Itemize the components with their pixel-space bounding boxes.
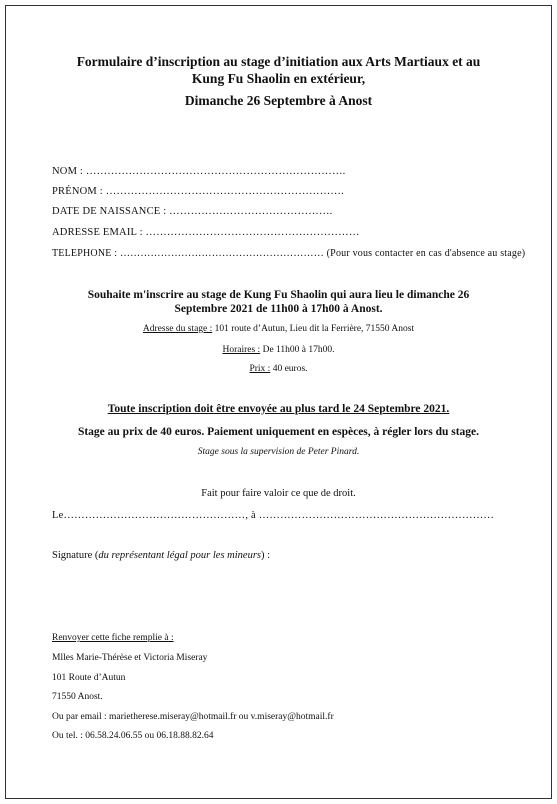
stage-address-label: Adresse du stage :: [142, 324, 213, 334]
signature-label[interactable]: [52, 550, 270, 561]
registration-statement-line1: Souhaite m'inscrire au stage de Kung Fu Shaolin qui aura lieu le dimanche 26: [87, 289, 470, 301]
stage-hours-label: Horaires :: [222, 345, 261, 355]
stage-price-label: Prix :: [249, 364, 271, 374]
return-names: Mlles Marie-Thérèse et Victoria Miseray: [52, 653, 208, 663]
place-date-line[interactable]: Le……………………………………………, à …………………………………………………………: [52, 510, 495, 521]
stage-hours-value: De 11h00 à 17h00.: [260, 345, 335, 355]
form-title-date: Dimanche 26 Septembre à Anost: [184, 93, 373, 108]
stage-price: [0, 364, 557, 374]
field-nom[interactable]: NOM : ……………………………………………………………….: [52, 166, 346, 177]
registration-statement-line2: Septembre 2021 de 11h00 à 17h00 à Anost.: [174, 303, 383, 315]
stage-price-value: 40 euros.: [270, 364, 308, 374]
stage-hours: [0, 345, 557, 355]
stage-address: [0, 324, 557, 334]
certification-text: Fait pour faire valoir ce que de droit.: [201, 488, 356, 499]
return-street: 101 Route d’Autun: [52, 673, 126, 683]
deadline-notice: Toute inscription doit être envoyée au plus tard le 24 Septembre 2021.: [107, 403, 450, 415]
signature-label-italic: du représentant légal pour les mineurs: [98, 550, 262, 561]
return-email: Ou par email : marietherese.miseray@hotmail.fr ou v.miseray@hotmail.fr: [52, 712, 334, 722]
field-telephone[interactable]: TELEPHONE : …………………………………………………… (Pour vous contacter en cas d'absence au stage): [52, 248, 526, 259]
stage-address-value: 101 route d’Autun, Lieu dit la Ferrière, 71550 Anost: [212, 324, 415, 334]
form-title-line2: Kung Fu Shaolin en extérieur,: [191, 71, 366, 86]
supervision-notice: Stage sous la supervision de Peter Pinard.: [197, 447, 360, 457]
return-phone: Ou tel. : 06.58.24.06.55 ou 06.18.88.82.64: [52, 731, 214, 741]
signature-label-start: Signature (: [52, 550, 99, 561]
signature-label-end: ) :: [261, 550, 271, 561]
form-title-line1: Formulaire d’inscription au stage d’initiation aux Arts Martiaux et au: [76, 54, 481, 69]
payment-notice: Stage au prix de 40 euros. Paiement uniquement en espèces, à régler lors du stage.: [77, 426, 480, 438]
return-heading: Renvoyer cette fiche remplie à :: [52, 633, 174, 643]
return-city: 71550 Anost.: [52, 692, 103, 702]
field-prenom[interactable]: PRÉNOM : ………………………………………………………….: [52, 186, 344, 197]
field-email[interactable]: ADRESSE EMAIL : ……………………………………………………: [52, 227, 360, 238]
field-date-naissance[interactable]: DATE DE NAISSANCE : ……………………………………….: [52, 206, 333, 217]
